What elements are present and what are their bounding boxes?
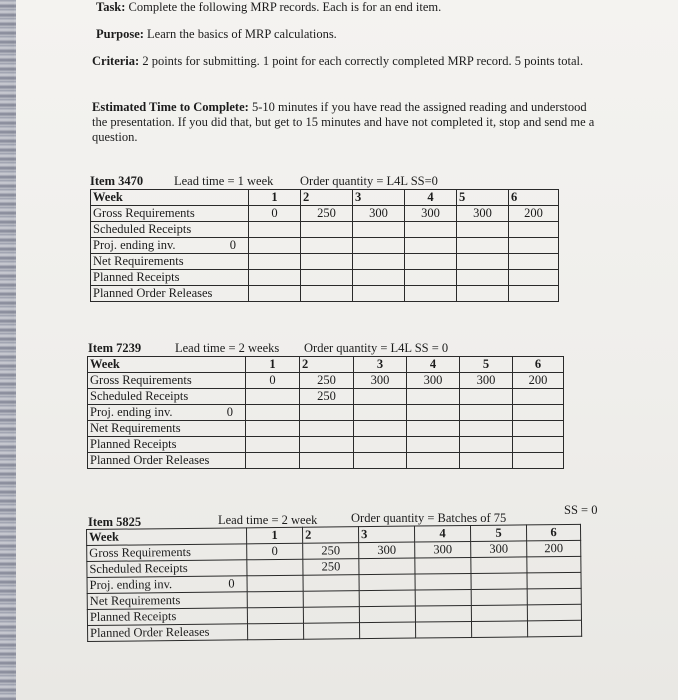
net-cell[interactable]	[301, 254, 353, 270]
criteria-text: 2 points for submitting. 1 point for each correctly completed MRP record. 5 points total.	[142, 54, 584, 68]
scheduled-row	[91, 222, 559, 238]
row-label-planned-releases: Planned Order Releases	[88, 624, 248, 642]
row-label-week: Week	[91, 190, 249, 206]
row-label-net: Net Requirements	[91, 254, 249, 270]
scheduled-cell[interactable]	[247, 559, 303, 576]
week-cell: 2	[302, 527, 358, 544]
planned-receipt-cell[interactable]	[353, 270, 405, 286]
planned-receipt-cell[interactable]	[247, 607, 303, 624]
gross-cell: 200	[513, 373, 564, 389]
net-cell[interactable]	[405, 254, 457, 270]
week-cell: 5	[457, 190, 509, 206]
inventory-cell[interactable]	[359, 574, 415, 591]
planned-release-cell[interactable]	[300, 453, 354, 469]
week-cell: 3	[354, 357, 407, 373]
planned-receipt-cell[interactable]	[246, 437, 300, 453]
planned-receipts-row	[91, 270, 559, 286]
planned-releases-row	[88, 453, 564, 469]
row-label-scheduled: Scheduled Receipts	[88, 389, 246, 405]
planned-receipt-cell[interactable]	[354, 437, 407, 453]
row-label-week: Week	[87, 528, 247, 546]
scheduled-cell[interactable]	[527, 556, 581, 573]
scheduled-cell[interactable]	[513, 389, 564, 405]
safety-stock: SS = 0	[564, 503, 598, 517]
planned-receipt-cell[interactable]	[249, 270, 301, 286]
row-label-planned-receipts: Planned Receipts	[87, 608, 247, 626]
inventory-label: Proj. ending inv.	[89, 577, 173, 592]
scheduled-cell[interactable]	[471, 557, 527, 574]
planned-receipt-cell[interactable]	[303, 607, 359, 624]
time-text: 5-10 minutes if you have read the assigned reading and understood the presentation. If you did that, but get to 15 minutes and have not completed it, stop and send me a question.	[92, 100, 595, 144]
row-label-inventory	[88, 405, 246, 421]
criteria-label: Criteria:	[92, 54, 140, 68]
gross-cell: 0	[247, 543, 303, 560]
lead-time: Lead time = 1 week	[174, 174, 274, 188]
week-row	[88, 357, 564, 373]
lead-time: Lead time = 2 weeks	[175, 341, 280, 355]
inventory-cell[interactable]	[527, 572, 581, 589]
task-label: Task:	[96, 0, 126, 14]
mrp-table-3470	[90, 189, 559, 302]
inventory-cell[interactable]	[415, 573, 471, 590]
gross-cell: 300	[460, 373, 513, 389]
row-label-planned-receipts: Planned Receipts	[88, 437, 246, 453]
net-cell[interactable]	[509, 254, 559, 270]
planned-release-cell[interactable]	[249, 286, 301, 302]
scheduled-cell[interactable]	[405, 222, 457, 238]
planned-receipt-cell[interactable]	[471, 605, 527, 622]
scheduled-cell[interactable]: 250	[300, 389, 354, 405]
week-cell: 2	[301, 190, 353, 206]
gross-row	[88, 373, 564, 389]
row-label-gross: Gross Requirements	[91, 206, 249, 222]
net-cell[interactable]	[513, 421, 564, 437]
planned-release-cell[interactable]	[359, 622, 415, 639]
order-quantity: Order quantity = L4L SS = 0	[304, 341, 449, 355]
planned-receipt-cell[interactable]	[527, 604, 581, 621]
gross-cell: 300	[354, 373, 407, 389]
gross-cell: 200	[527, 540, 581, 557]
net-cell[interactable]	[415, 589, 471, 606]
inventory-label: Proj. ending inv.	[93, 238, 176, 252]
row-label-inventory	[87, 576, 247, 594]
planned-release-cell[interactable]	[303, 623, 359, 640]
inventory-cell[interactable]	[247, 575, 303, 592]
gross-cell: 250	[303, 543, 359, 560]
net-cell[interactable]	[471, 589, 527, 606]
planned-release-cell[interactable]	[405, 286, 457, 302]
planned-receipt-cell[interactable]	[460, 437, 513, 453]
scheduled-cell[interactable]	[359, 558, 415, 575]
gross-cell: 300	[415, 541, 471, 558]
purpose-line	[96, 27, 337, 42]
inventory-cell[interactable]	[246, 405, 300, 421]
net-cell[interactable]	[303, 591, 359, 608]
task-line	[96, 0, 441, 15]
net-cell[interactable]	[359, 590, 415, 607]
inventory-cell[interactable]	[354, 405, 407, 421]
week-cell: 6	[509, 190, 559, 206]
row-label-net: Net Requirements	[87, 592, 247, 610]
inventory-cell[interactable]	[407, 405, 460, 421]
gross-cell: 300	[405, 206, 457, 222]
purpose-text: Learn the basics of MRP calculations.	[147, 27, 337, 41]
inventory-cell[interactable]	[300, 405, 354, 421]
initial-inventory: 0	[226, 405, 233, 419]
week-cell: 3	[353, 190, 405, 206]
planned-receipt-cell[interactable]	[405, 270, 457, 286]
time-paragraph	[92, 100, 600, 145]
week-cell: 1	[246, 357, 300, 373]
row-label-inventory	[91, 238, 249, 254]
scheduled-cell[interactable]	[509, 222, 559, 238]
order-quantity: Order quantity = Batches of 75	[351, 511, 507, 525]
planned-release-cell[interactable]	[457, 286, 509, 302]
task-text: Complete the following MRP records. Each is for an end item.	[128, 0, 442, 14]
inventory-cell[interactable]	[301, 238, 353, 254]
scheduled-cell[interactable]	[460, 389, 513, 405]
net-cell[interactable]	[407, 421, 460, 437]
planned-receipt-cell[interactable]	[300, 437, 354, 453]
gross-cell: 200	[509, 206, 559, 222]
scheduled-cell[interactable]	[407, 389, 460, 405]
lead-time: Lead time = 2 week	[218, 513, 318, 527]
row-label-planned-receipts: Planned Receipts	[91, 270, 249, 286]
week-cell: 4	[414, 525, 470, 542]
planned-release-cell[interactable]	[509, 286, 559, 302]
initial-inventory: 0	[229, 238, 236, 252]
scheduled-cell[interactable]	[246, 389, 300, 405]
inventory-cell[interactable]	[249, 238, 301, 254]
planned-receipt-cell[interactable]	[513, 437, 564, 453]
scheduled-cell[interactable]	[457, 222, 509, 238]
net-cell[interactable]	[460, 421, 513, 437]
scheduled-cell[interactable]	[249, 222, 301, 238]
mrp-table-5825	[86, 524, 582, 642]
row-label-scheduled: Scheduled Receipts	[87, 560, 247, 578]
inventory-cell[interactable]	[513, 405, 564, 421]
net-cell[interactable]	[300, 421, 354, 437]
gross-cell: 0	[249, 206, 301, 222]
criteria-paragraph	[92, 54, 600, 69]
row-label-gross: Gross Requirements	[88, 373, 246, 389]
scheduled-cell[interactable]: 250	[303, 559, 359, 576]
inventory-cell[interactable]	[353, 238, 405, 254]
item-title: Item 5825	[88, 515, 142, 529]
gross-cell: 300	[353, 206, 405, 222]
gross-cell: 300	[457, 206, 509, 222]
initial-inventory: 0	[228, 576, 235, 591]
planned-release-cell[interactable]	[460, 453, 513, 469]
planned-release-cell[interactable]	[301, 286, 353, 302]
scheduled-row	[88, 389, 564, 405]
inventory-cell[interactable]	[405, 238, 457, 254]
planned-release-cell[interactable]	[407, 453, 460, 469]
order-quantity: Order quantity = L4L SS=0	[300, 174, 438, 188]
net-row	[88, 421, 564, 437]
item-title: Item 7239	[88, 341, 142, 355]
inventory-cell[interactable]	[457, 238, 509, 254]
week-row	[91, 190, 559, 206]
item-title: Item 3470	[90, 174, 144, 188]
net-cell[interactable]	[249, 254, 301, 270]
gross-row	[91, 206, 559, 222]
planned-receipt-cell[interactable]	[359, 606, 415, 623]
row-label-week: Week	[88, 357, 246, 373]
scheduled-cell[interactable]	[353, 222, 405, 238]
planned-release-cell[interactable]	[513, 453, 564, 469]
week-cell: 4	[407, 357, 460, 373]
week-cell: 6	[513, 357, 564, 373]
row-label-net: Net Requirements	[88, 421, 246, 437]
net-cell[interactable]	[457, 254, 509, 270]
inventory-label: Proj. ending inv.	[90, 405, 173, 419]
net-cell[interactable]	[246, 421, 300, 437]
planned-receipt-cell[interactable]	[509, 270, 559, 286]
week-cell: 6	[526, 524, 580, 541]
planned-receipts-row	[88, 437, 564, 453]
inventory-cell[interactable]	[471, 573, 527, 590]
net-cell[interactable]	[353, 254, 405, 270]
planned-receipt-cell[interactable]	[407, 437, 460, 453]
planned-releases-row	[91, 286, 559, 302]
planned-release-cell[interactable]	[527, 620, 581, 637]
week-cell: 1	[249, 190, 301, 206]
gross-cell: 250	[301, 206, 353, 222]
row-label-gross: Gross Requirements	[87, 544, 247, 562]
gross-cell: 0	[246, 373, 300, 389]
inventory-cell[interactable]	[460, 405, 513, 421]
purpose-label: Purpose:	[96, 27, 144, 41]
inventory-row	[91, 238, 559, 254]
inventory-row	[88, 405, 564, 421]
gross-cell: 300	[359, 542, 415, 559]
planned-release-cell[interactable]	[354, 453, 407, 469]
mrp-table-7239	[87, 356, 564, 469]
planned-release-cell[interactable]	[353, 286, 405, 302]
row-label-planned-releases: Planned Order Releases	[91, 286, 249, 302]
week-cell: 1	[246, 527, 302, 544]
week-cell: 4	[405, 190, 457, 206]
scheduled-cell[interactable]	[354, 389, 407, 405]
time-label: Estimated Time to Complete:	[92, 100, 249, 114]
inventory-cell[interactable]	[509, 238, 559, 254]
row-label-planned-releases: Planned Order Releases	[88, 453, 246, 469]
binder-edge	[0, 0, 16, 700]
planned-release-cell[interactable]	[471, 621, 527, 638]
planned-release-cell[interactable]	[415, 621, 471, 638]
net-cell[interactable]	[527, 588, 581, 605]
gross-cell: 300	[471, 541, 527, 558]
row-label-scheduled: Scheduled Receipts	[91, 222, 249, 238]
week-cell: 5	[460, 357, 513, 373]
net-cell[interactable]	[354, 421, 407, 437]
gross-cell: 250	[300, 373, 354, 389]
planned-receipt-cell[interactable]	[301, 270, 353, 286]
net-cell[interactable]	[247, 591, 303, 608]
gross-cell: 300	[407, 373, 460, 389]
scheduled-cell[interactable]	[301, 222, 353, 238]
week-cell: 3	[358, 526, 414, 543]
net-row	[91, 254, 559, 270]
scheduled-cell[interactable]	[415, 557, 471, 574]
inventory-cell[interactable]	[303, 575, 359, 592]
week-cell: 2	[300, 357, 354, 373]
planned-release-cell[interactable]	[246, 453, 300, 469]
planned-receipt-cell[interactable]	[457, 270, 509, 286]
week-cell: 5	[470, 525, 526, 542]
planned-release-cell[interactable]	[248, 623, 304, 640]
planned-receipt-cell[interactable]	[415, 605, 471, 622]
